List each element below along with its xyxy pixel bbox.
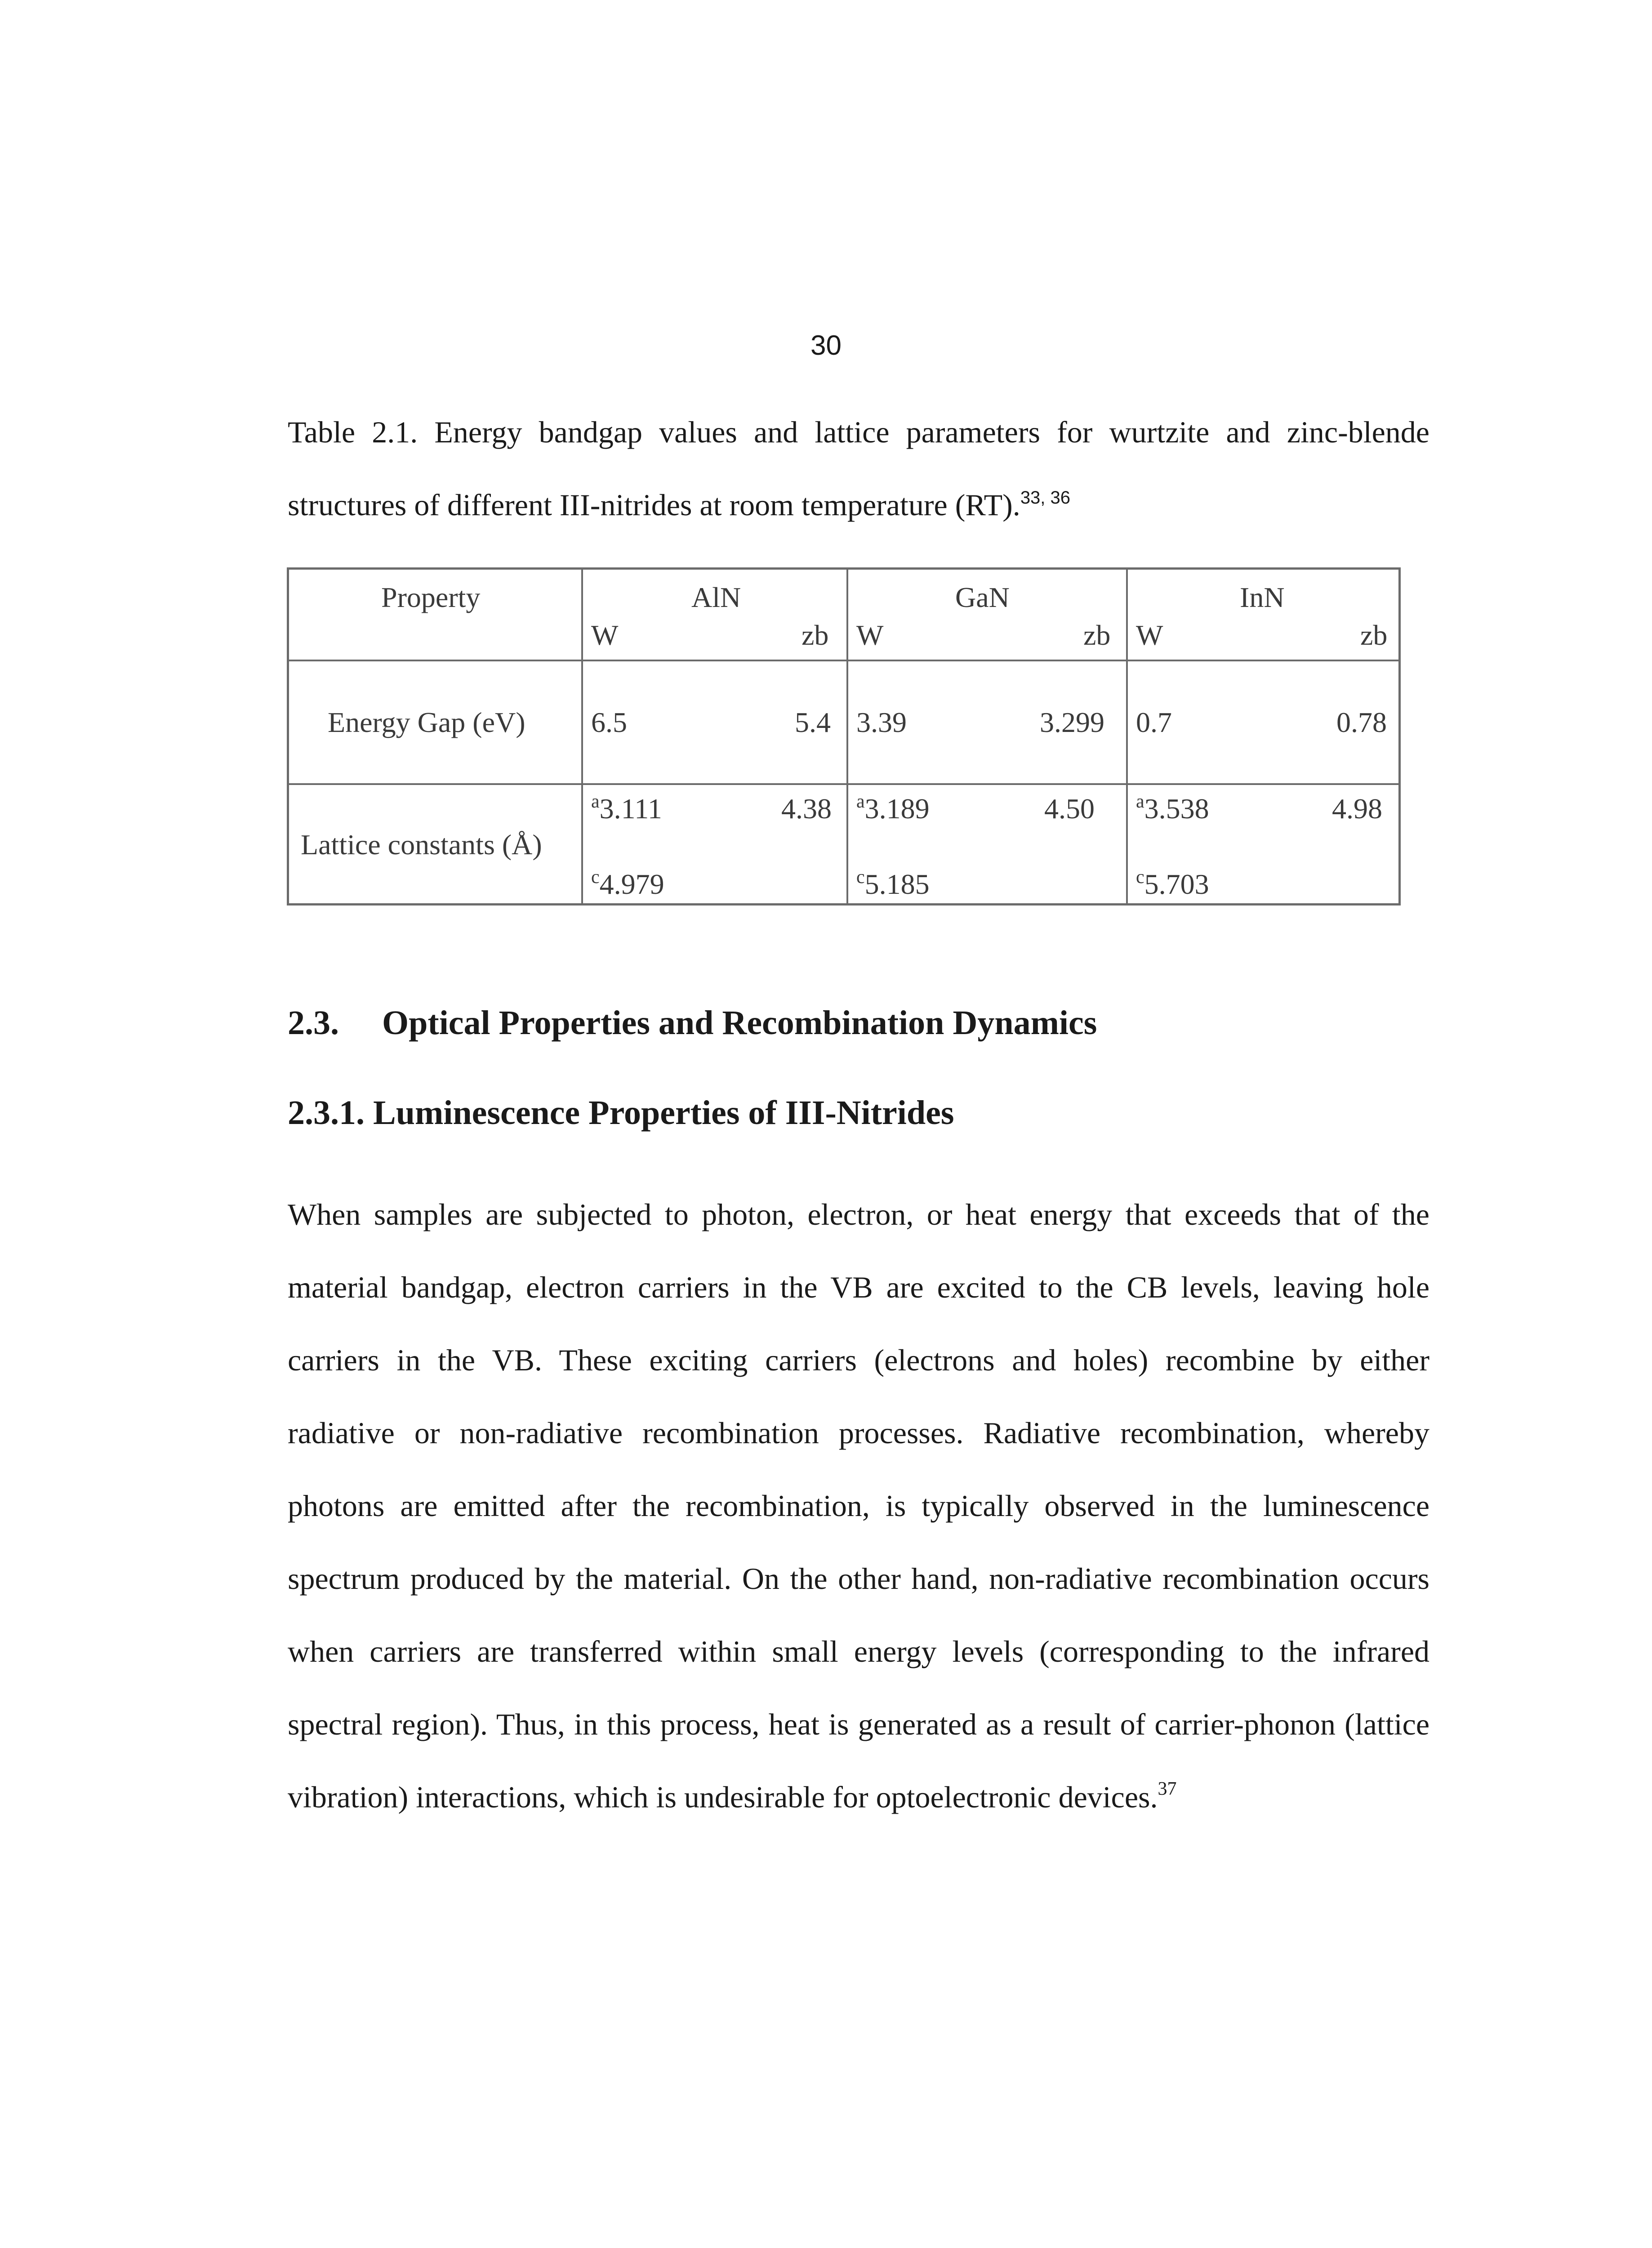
table-divider bbox=[289, 783, 1398, 785]
subsection-heading: 2.3.1. Luminescence Properties of III-Nitrides bbox=[288, 1094, 954, 1132]
section-title: Optical Properties and Recombination Dynamics bbox=[382, 1004, 1097, 1042]
cell-gan-zb-gap: 3.299 bbox=[1040, 706, 1104, 738]
cell-aln-zb-gap: 5.4 bbox=[795, 706, 831, 738]
body-paragraph bbox=[288, 1178, 1429, 1833]
cell-aln-zb-lattice: 4.38 bbox=[781, 793, 832, 825]
header-aln: AlN bbox=[691, 581, 741, 613]
value-gan-c: 5.185 bbox=[864, 868, 930, 900]
table-divider bbox=[846, 570, 848, 903]
properties-table bbox=[287, 567, 1401, 905]
subheader-aln-zb: zb bbox=[802, 619, 829, 651]
body-line-7: when carriers are transferred within small energy levels (corresponding to the infrared bbox=[288, 1634, 1429, 1668]
cell-gan-c bbox=[856, 867, 930, 900]
subheader-inn-zb: zb bbox=[1360, 619, 1388, 651]
value-inn-c: 5.703 bbox=[1144, 868, 1209, 900]
cell-inn-c bbox=[1136, 867, 1209, 900]
header-property: Property bbox=[381, 581, 481, 613]
body-line-4: radiative or non-radiative recombination processes. Radiative recombination, whereby bbox=[288, 1416, 1429, 1450]
subheader-aln-w: W bbox=[591, 619, 619, 651]
caption-line-2-text: structures of different III-nitrides at room temperature (RT). bbox=[288, 488, 1020, 522]
body-line-9-text: vibration) interactions, which is undesirable for optoelectronic devices. bbox=[288, 1780, 1158, 1814]
table-divider bbox=[1126, 570, 1128, 903]
subheader-gan-w: W bbox=[856, 619, 884, 651]
sup-c: c bbox=[591, 867, 600, 888]
cell-gan-w-gap: 3.39 bbox=[856, 706, 907, 738]
cell-aln-w-gap: 6.5 bbox=[591, 706, 627, 738]
header-inn: InN bbox=[1240, 581, 1285, 613]
value-gan-a: 3.189 bbox=[864, 793, 930, 825]
subheader-inn-w: W bbox=[1136, 619, 1163, 651]
caption-line-2 bbox=[288, 468, 1429, 541]
cell-inn-zb-gap: 0.78 bbox=[1336, 706, 1387, 738]
section-heading bbox=[288, 1006, 1097, 1040]
table-divider bbox=[581, 570, 583, 903]
body-line-2: material bandgap, electron carriers in the VB are excited to the CB levels, leaving hole bbox=[288, 1270, 1429, 1304]
body-line-1: When samples are subjected to photon, electron, or heat energy that exceeds that of the bbox=[288, 1197, 1429, 1231]
table-divider bbox=[289, 660, 1398, 661]
cell-gan-zb-lattice: 4.50 bbox=[1044, 793, 1095, 825]
cell-inn-zb-lattice: 4.98 bbox=[1332, 793, 1382, 825]
value-inn-a: 3.538 bbox=[1144, 793, 1209, 825]
row-label-lattice: Lattice constants (Å) bbox=[301, 829, 542, 861]
table-caption bbox=[288, 396, 1429, 541]
page-number: 30 bbox=[810, 330, 842, 361]
cell-inn-a bbox=[1136, 791, 1209, 825]
body-line-3: carriers in the VB. These exciting carriers (electrons and holes) recombine by either bbox=[288, 1343, 1429, 1377]
cell-aln-c bbox=[591, 867, 664, 900]
body-line-5: photons are emitted after the recombination, is typically observed in the luminescence bbox=[288, 1489, 1429, 1523]
body-line-6: spectrum produced by the material. On the other hand, non-radiative recombination occurs bbox=[288, 1561, 1429, 1596]
cell-aln-a bbox=[591, 791, 662, 825]
sup-a: a bbox=[591, 791, 600, 812]
value-aln-c: 4.979 bbox=[599, 868, 664, 900]
section-number: 2.3. bbox=[288, 1004, 339, 1042]
caption-citation: 33, 36 bbox=[1020, 488, 1071, 508]
subheader-gan-zb: zb bbox=[1083, 619, 1111, 651]
row-label-energy-gap: Energy Gap (eV) bbox=[328, 706, 525, 738]
value-aln-a: 3.111 bbox=[599, 793, 662, 825]
body-line-9 bbox=[288, 1761, 1429, 1833]
sup-c: c bbox=[1136, 867, 1144, 888]
cell-gan-a bbox=[856, 791, 930, 825]
sup-c: c bbox=[856, 867, 865, 888]
sup-a: a bbox=[856, 791, 865, 812]
body-citation: 37 bbox=[1158, 1779, 1177, 1799]
cell-inn-w-gap: 0.7 bbox=[1136, 706, 1172, 738]
caption-line-1: Table 2.1. Energy bandgap values and lattice parameters for wurtzite and zinc-blende bbox=[288, 415, 1429, 449]
sup-a: a bbox=[1136, 791, 1144, 812]
body-line-8: spectral region). Thus, in this process, heat is generated as a result of carrier-phonon (lattice bbox=[288, 1707, 1429, 1741]
header-gan: GaN bbox=[955, 581, 1010, 613]
